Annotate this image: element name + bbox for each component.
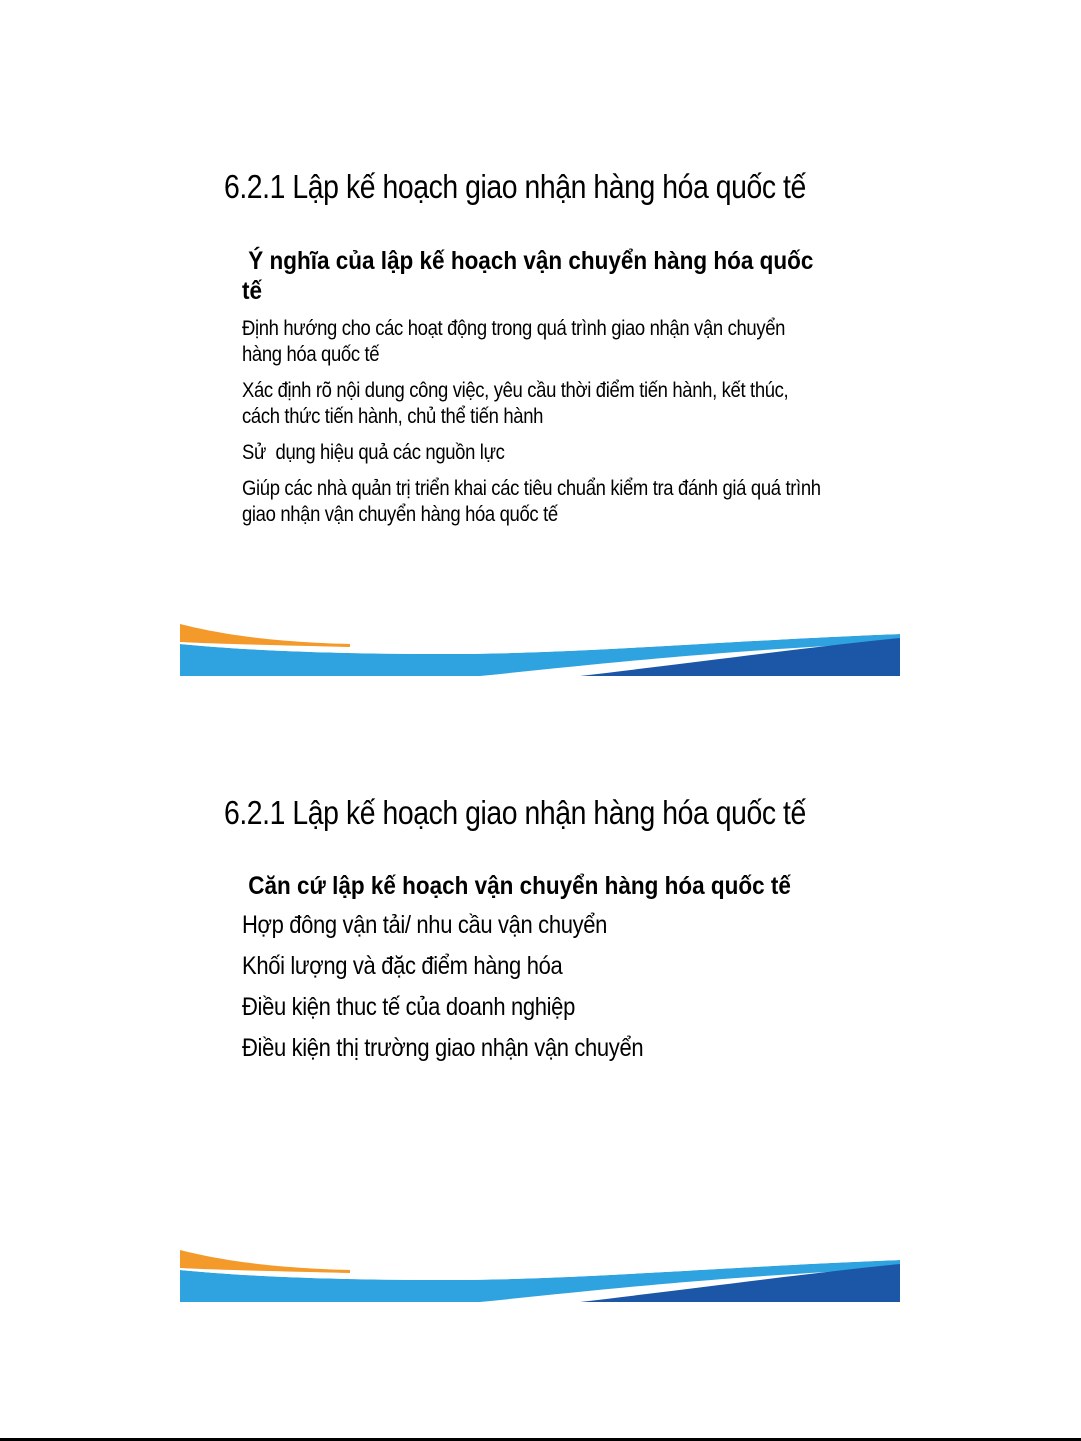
list-item: Xác định rõ nội dung công việc, yêu cầu thời điểm tiến hành, kết thúc, cách thức tiến hành, chủ thể tiến hành <box>242 379 789 428</box>
list-item: Điều kiện thuc tế của doanh nghiệp <box>242 993 575 1021</box>
section-heading: Căn cứ lập kế hoạch vận chuyển hàng hóa quốc tế <box>242 872 791 900</box>
list-item: Hợp đông vận tải/ nhu cầu vận chuyển <box>242 911 608 939</box>
list-item: Sử dụng hiệu quả các nguồn lực <box>242 441 505 464</box>
list-item: Điều kiện thị trường giao nhận vận chuyển <box>242 1034 644 1062</box>
list-item: Giúp các nhà quản trị triển khai các tiêu chuẩn kiểm tra đánh giá quá trình giao nhận vận chuyển hàng hóa quốc tế <box>242 477 821 526</box>
list-item: Định hướng cho các hoạt động trong quá trình giao nhận vận chuyển hàng hóa quốc tế <box>242 317 786 366</box>
footer-wave-graphic <box>180 1246 900 1304</box>
slide-title: 6.2.1 Lập kế hoạch giao nhận hàng hóa quốc tế <box>224 168 806 205</box>
slide-title: 6.2.1 Lập kế hoạch giao nhận hàng hóa quốc tế <box>224 794 806 831</box>
bullet-list <box>242 910 698 1074</box>
slide-2 <box>0 626 1081 1326</box>
section-heading: Ý nghĩa của lập kế hoạch vận chuyển hàng hóa quốc tế <box>242 247 820 305</box>
slide-1 <box>0 0 1081 700</box>
list-item: Khối lượng và đặc điểm hàng hóa <box>242 952 563 980</box>
wave-orange-band <box>180 1250 350 1273</box>
bullet-list <box>242 316 902 538</box>
